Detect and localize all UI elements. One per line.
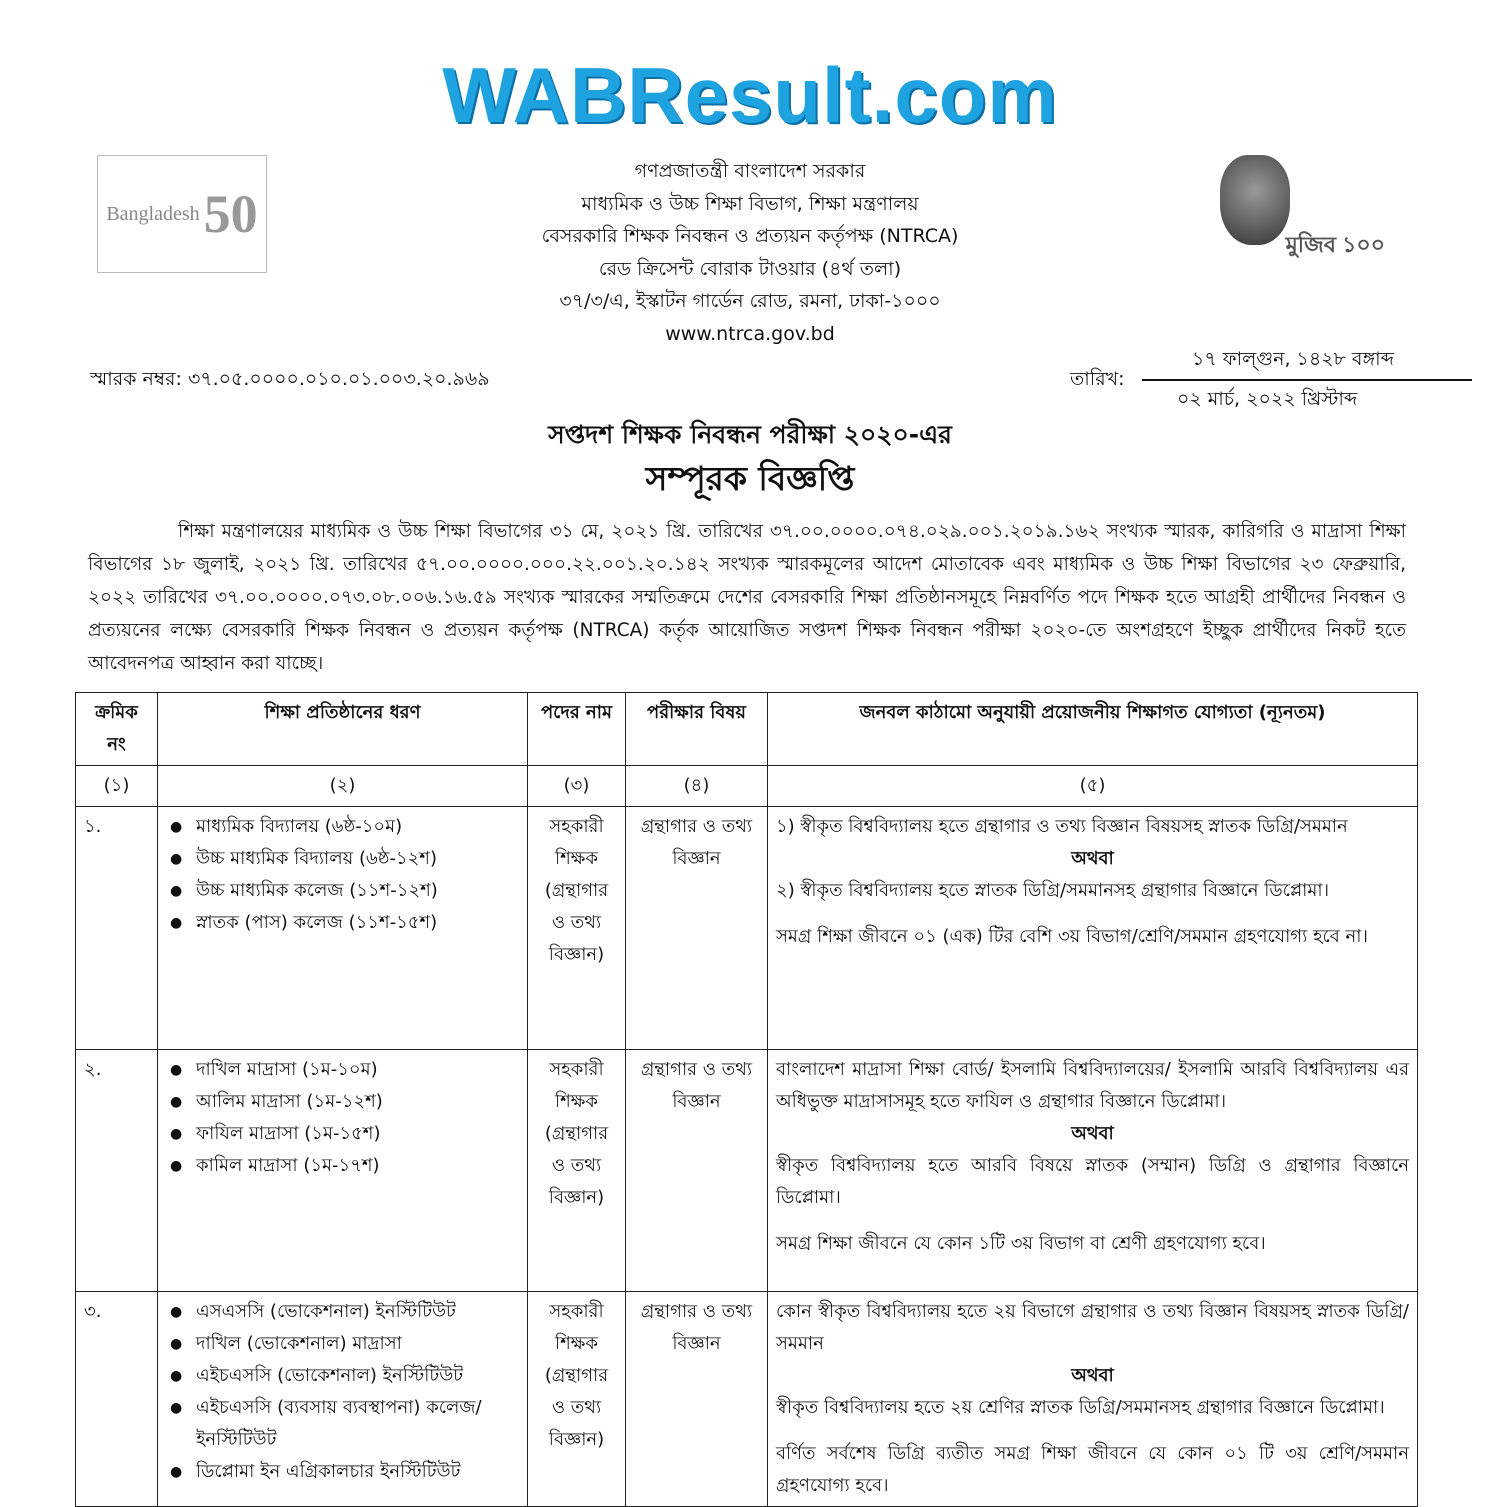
list-item: ● আলিম মাদ্রাসা (১ম-১২শ)	[166, 1086, 519, 1118]
list-item: ● মাধ্যমিক বিদ্যালয় (৬ষ্ঠ-১০ম)	[166, 811, 519, 843]
notice-title: সপ্তদশ শিক্ষক নিবন্ধন পরীক্ষা ২০২০-এর	[548, 420, 952, 449]
col-header: পদের নাম	[528, 693, 626, 766]
date-label: তারিখ:	[1070, 368, 1125, 390]
address: ৩৭/৩/এ, ইস্কাটন গার্ডেন রোড, রমনা, ঢাকা-১০০০	[559, 290, 941, 312]
date-bangla: ১৭ ফাল্গুন, ১৪২৮ বঙ্গাব্দ	[1192, 348, 1394, 370]
col-number: (১)	[76, 766, 158, 807]
list-item: ● উচ্চ মাধ্যমিক কলেজ (১১শ-১২শ)	[166, 875, 519, 907]
list-item: ● উচ্চ মাধ্যমিক বিদ্যালয় (৬ষ্ঠ-১২শ)	[166, 843, 519, 875]
post-name: সহকারী শিক্ষক (গ্রন্থাগার ও তথ্য বিজ্ঞান)	[528, 807, 626, 1050]
qualification: বাংলাদেশ মাদ্রাসা শিক্ষা বোর্ড/ ইসলামি বিশ্ববিদ্যালয়ের/ ইসলামি আরবি বিশ্ববিদ্যালয় এর অধিভুক্ত মাদ্রাসাসমূহ হতে ফাযিল ও গ্রন্থাগার বিজ্ঞানে ডিপ্লোমা।	[776, 1059, 1409, 1112]
note: সমগ্র শিক্ষা জীবনে ০১ (এক) টির বেশি ৩য় বিভাগ/শ্রেণি/সমমান গ্রহণযোগ্য হবে না।	[776, 926, 1368, 947]
division-name: মাধ্যমিক ও উচ্চ শিক্ষা বিভাগ, শিক্ষা মন্ত্রণালয়	[581, 192, 919, 215]
serial: ১.	[76, 807, 158, 1050]
list-item: ● এইচএসসি (ভোকেশনাল) ইনস্টিটিউট	[166, 1360, 519, 1392]
col-number: (৫)	[768, 766, 1418, 807]
serial: ৩.	[76, 1292, 158, 1507]
or-label: অথবা	[1071, 1123, 1114, 1144]
or-label: অথবা	[1071, 848, 1114, 869]
mujib-100-logo: মুজিব ১০০	[1210, 155, 1385, 265]
exam-subject: গ্রন্থাগার ও তথ্য বিজ্ঞান	[626, 807, 768, 1050]
date-english: ০২ মার্চ, ২০২২ খ্রিস্টাব্দ	[1142, 379, 1472, 417]
institution-list	[166, 1296, 519, 1488]
note: সমগ্র শিক্ষা জীবনে যে কোন ১টি ৩য় বিভাগ বা শ্রেণী গ্রহণযোগ্য হবে।	[776, 1233, 1266, 1254]
qualification-table	[75, 692, 1418, 1507]
col-number: (৪)	[626, 766, 768, 807]
col-number: (২)	[158, 766, 528, 807]
list-item: ● দাখিল (ভোকেশনাল) মাদ্রাসা	[166, 1328, 519, 1360]
post-name: সহকারী শিক্ষক (গ্রন্থাগার ও তথ্য বিজ্ঞান)	[528, 1050, 626, 1292]
col-header: শিক্ষা প্রতিষ্ঠানের ধরণ	[158, 693, 528, 766]
list-item: ● ডিপ্লোমা ইন এগ্রিকালচার ইনস্টিটিউট	[166, 1456, 519, 1488]
qualification: স্বীকৃত বিশ্ববিদ্যালয় হতে আরবি বিষয়ে স্নাতক (সম্মান) ডিগ্রি ও গ্রন্থাগার বিজ্ঞানে ডিপ্লোমা।	[776, 1155, 1409, 1208]
col-header: পরীক্ষার বিষয়	[626, 693, 768, 766]
list-item: ● এইচএসসি (ব্যবসায় ব্যবস্থাপনা) কলেজ/ইনস্টিটিউট	[166, 1392, 519, 1456]
exam-subject: গ্রন্থাগার ও তথ্য বিজ্ঞান	[626, 1292, 768, 1507]
list-item: ● কামিল মাদ্রাসা (১ম-১৭শ)	[166, 1150, 519, 1182]
col-header: ক্রমিক নং	[76, 693, 158, 766]
col-header: জনবল কাঠামো অনুযায়ী প্রয়োজনীয় শিক্ষাগত যোগ্যতা (ন্যূনতম)	[768, 693, 1418, 766]
watermark: WABResult.com	[442, 51, 1058, 139]
building: রেড ক্রিসেন্ট বোরাক টাওয়ার (৪র্থ তলা)	[598, 257, 902, 280]
table-row	[76, 1292, 1418, 1507]
list-item: ● দাখিল মাদ্রাসা (১ম-১০ম)	[166, 1054, 519, 1086]
authority-name: বেসরকারি শিক্ষক নিবন্ধন ও প্রত্যয়ন কর্তৃপক্ষ (NTRCA)	[541, 225, 959, 247]
or-label: অথবা	[1071, 1365, 1114, 1386]
col-number: (৩)	[528, 766, 626, 807]
table-row	[76, 807, 1418, 1050]
post-name: সহকারী শিক্ষক (গ্রন্থাগার ও তথ্য বিজ্ঞান)	[528, 1292, 626, 1507]
list-item: ● স্নাতক (পাস) কলেজ (১১শ-১৫শ)	[166, 907, 519, 939]
govt-name: গণপ্রজাতন্ত্রী বাংলাদেশ সরকার	[634, 160, 866, 182]
serial: ২.	[76, 1050, 158, 1292]
table-row	[76, 1050, 1418, 1292]
exam-subject: গ্রন্থাগার ও তথ্য বিজ্ঞান	[626, 1050, 768, 1292]
list-item: ● এসএসসি (ভোকেশনাল) ইনস্টিটিউট	[166, 1296, 519, 1328]
website: www.ntrca.gov.bd	[665, 322, 835, 345]
qualification: স্বীকৃত বিশ্ববিদ্যালয় হতে ২য় শ্রেণির স্নাতক ডিগ্রি/সমমানসহ গ্রন্থাগার বিজ্ঞানে ডিপ্লোমা।	[776, 1397, 1385, 1418]
note: বর্ণিত সর্বশেষ ডিগ্রি ব্যতীত সমগ্র শিক্ষা জীবনে যে কোন ০১ টি ৩য় শ্রেণি/সমমান গ্রহণযোগ্য হবে।	[776, 1443, 1409, 1496]
qualification: কোন স্বীকৃত বিশ্ববিদ্যালয় হতে ২য় বিভাগে গ্রন্থাগার ও তথ্য বিজ্ঞান বিষয়সহ স্নাতক ডিগ্রি/সমমান	[776, 1301, 1409, 1354]
list-item: ● ফাযিল মাদ্রাসা (১ম-১৫শ)	[166, 1118, 519, 1150]
notice-subtitle: সম্পূরক বিজ্ঞপ্তি	[645, 459, 855, 498]
institution-list	[166, 811, 519, 939]
notice-paragraph: শিক্ষা মন্ত্রণালয়ের মাধ্যমিক ও উচ্চ শিক্ষা বিভাগের ৩১ মে, ২০২১ খ্রি. তারিখের ৩৭.০০.০০০০.০৭৪.০২৯.০০১.২০১৯.১৬২ সংখ্যক স্মারক, কারিগরি ও মাদ্রাসা শিক্ষা বিভাগের ১৮ জুলাই, ২০২১ খ্রি. তারিখের ৫৭.০০.০০০০.০০০.২২.০০১.২০.১৪২ সংখ্যক স্মারকমূলের আদেশ মোতাবেক এবং মাধ্যমিক ও উচ্চ শিক্ষা বিভাগের ২৩ ফেব্রুয়ারি, ২০২২ তারিখের ৩৭.০০.০০০০.০৭৩.০৮.০০৬.১৬.৫৯ সংখ্যক স্মারকের সম্মতিক্রমে দেশের বেসরকারি শিক্ষা প্রতিষ্ঠানসমূহে নিম্নবর্ণিত পদে শিক্ষক হতে আগ্রহী প্রার্থীদের নিবন্ধন ও প্রত্যয়নের লক্ষ্যে বেসরকারি শিক্ষক নিবন্ধন ও প্রত্যয়ন কর্তৃপক্ষ (NTRCA) কর্তৃক আয়োজিত সপ্তদশ শিক্ষক নিবন্ধন পরীক্ষা ২০২০-তে অংশগ্রহণে ইচ্ছুক প্রার্থীদের নিকট হতে আবেদনপত্র আহ্বান করা যাচ্ছে।	[88, 521, 1406, 674]
memo-number: স্মারক নম্বর: ৩৭.০৫.০০০০.০১০.০১.০০৩.২০.৯৬৯	[90, 368, 490, 390]
bangladesh-50-logo: Bangladesh 50	[97, 155, 267, 273]
qualification: ১) স্বীকৃত বিশ্ববিদ্যালয় হতে গ্রন্থাগার ও তথ্য বিজ্ঞান বিষয়সহ স্নাতক ডিগ্রি/সমমান	[776, 816, 1348, 837]
letterhead	[0, 155, 1500, 350]
institution-list	[166, 1054, 519, 1182]
qualification: ২) স্বীকৃত বিশ্ববিদ্যালয় হতে স্নাতক ডিগ্রি/সমমানসহ গ্রন্থাগার বিজ্ঞানে ডিপ্লোমা।	[776, 880, 1330, 901]
